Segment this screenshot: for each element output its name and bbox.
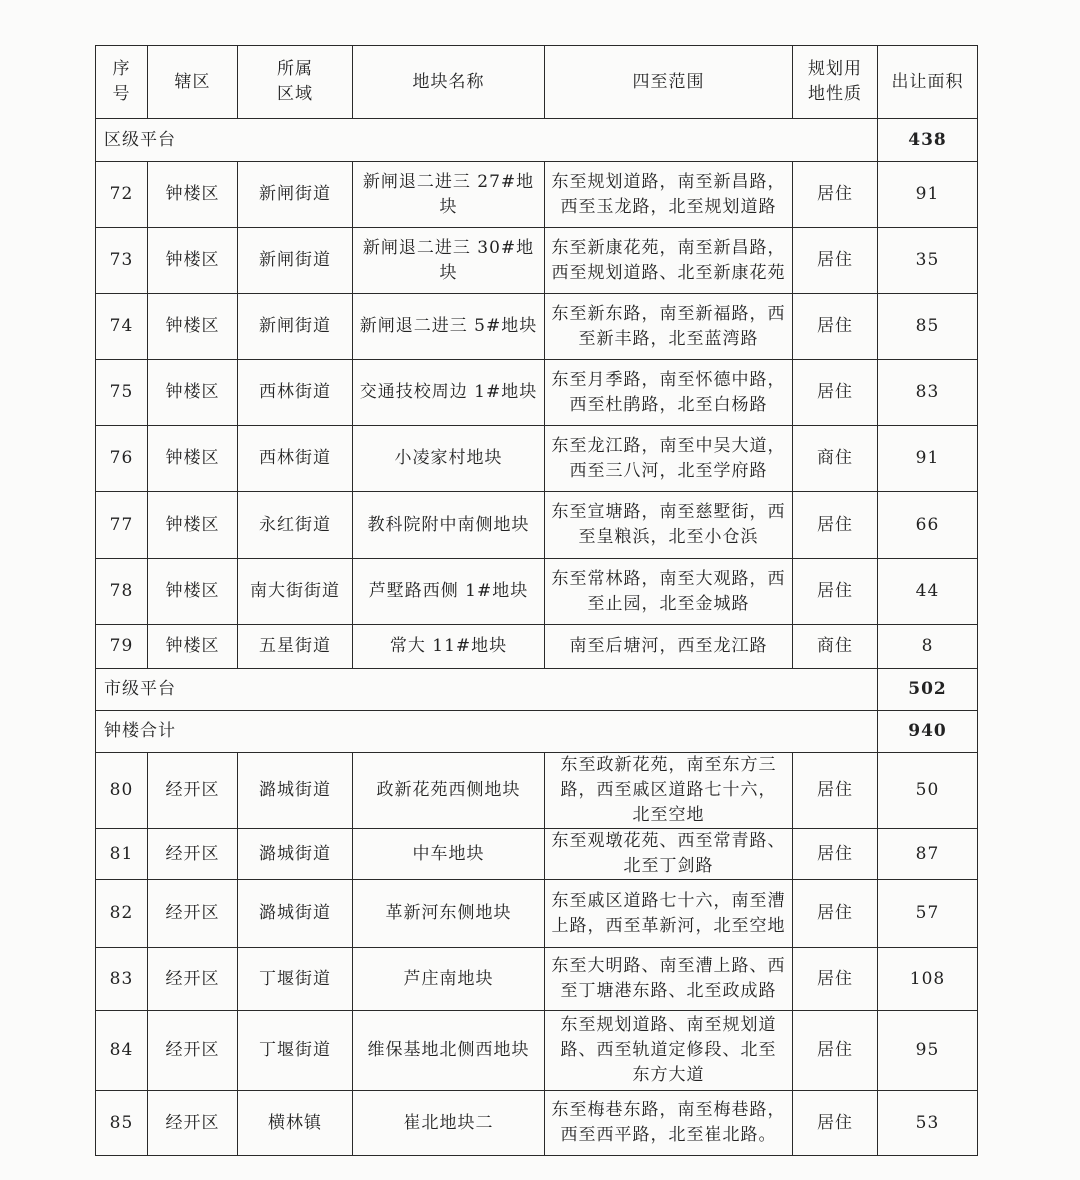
cell-name: 新闸退二进三 5#地块 [353, 294, 545, 360]
cell-use: 居住 [793, 162, 878, 228]
cell-size: 108 [878, 948, 978, 1011]
cell-size: 35 [878, 228, 978, 294]
cell-district: 经开区 [148, 948, 238, 1011]
table-row [96, 1011, 978, 1091]
cell-size: 91 [878, 162, 978, 228]
header-area: 所属 区域 [238, 46, 353, 119]
cell-size: 83 [878, 360, 978, 426]
table-row [96, 492, 978, 559]
cell-district: 经开区 [148, 1011, 238, 1091]
land-parcel-table [95, 45, 978, 1156]
cell-use: 居住 [793, 294, 878, 360]
header-district: 辖区 [148, 46, 238, 119]
cell-use: 居住 [793, 948, 878, 1011]
cell-district: 钟楼区 [148, 360, 238, 426]
cell-area: 西林街道 [238, 426, 353, 492]
cell-area: 新闸街道 [238, 228, 353, 294]
cell-name: 革新河东侧地块 [353, 880, 545, 948]
cell-name: 芦庄南地块 [353, 948, 545, 1011]
table-row [96, 559, 978, 625]
cell-bounds: 东至常林路，南至大观路，西 至止园，北至金城路 [545, 559, 793, 625]
cell-district: 经开区 [148, 880, 238, 948]
header-land-use: 规划用 地性质 [793, 46, 878, 119]
cell-size: 87 [878, 829, 978, 880]
summary-row-city [96, 669, 978, 711]
cell-area: 潞城街道 [238, 880, 353, 948]
cell-name: 维保基地北侧西地块 [353, 1011, 545, 1091]
cell-area: 横林镇 [238, 1091, 353, 1156]
cell-bounds: 东至宣塘路，南至慈墅街，西 至皇粮浜，北至小仓浜 [545, 492, 793, 559]
cell-area: 丁堰街道 [238, 1011, 353, 1091]
cell-size: 57 [878, 880, 978, 948]
cell-seq: 73 [96, 228, 148, 294]
cell-district: 钟楼区 [148, 228, 238, 294]
cell-seq: 84 [96, 1011, 148, 1091]
cell-bounds: 南至后塘河，西至龙江路 [545, 625, 793, 669]
cell-size: 50 [878, 753, 978, 829]
cell-name: 小凌家村地块 [353, 426, 545, 492]
table-row [96, 753, 978, 829]
cell-use: 居住 [793, 360, 878, 426]
cell-size: 91 [878, 426, 978, 492]
summary-value: 502 [878, 669, 978, 711]
cell-bounds: 东至大明路、南至漕上路、西 至丁塘港东路、北至政成路 [545, 948, 793, 1011]
cell-bounds: 东至新东路，南至新福路，西 至新丰路，北至蓝湾路 [545, 294, 793, 360]
cell-bounds: 东至龙江路，南至中吴大道， 西至三八河，北至学府路 [545, 426, 793, 492]
header-area-size: 出让面积 [878, 46, 978, 119]
cell-district: 经开区 [148, 1091, 238, 1156]
cell-name: 教科院附中南侧地块 [353, 492, 545, 559]
cell-bounds: 东至戚区道路七十六，南至漕 上路，西至革新河，北至空地 [545, 880, 793, 948]
cell-use: 居住 [793, 228, 878, 294]
cell-seq: 78 [96, 559, 148, 625]
table-row [96, 829, 978, 880]
cell-seq: 77 [96, 492, 148, 559]
table-row [96, 625, 978, 669]
cell-seq: 81 [96, 829, 148, 880]
cell-use: 居住 [793, 492, 878, 559]
table-row [96, 1091, 978, 1156]
cell-district: 钟楼区 [148, 162, 238, 228]
cell-area: 丁堰街道 [238, 948, 353, 1011]
cell-district: 钟楼区 [148, 625, 238, 669]
summary-label: 区级平台 [96, 119, 878, 162]
cell-use: 居住 [793, 1011, 878, 1091]
cell-seq: 85 [96, 1091, 148, 1156]
cell-area: 潞城街道 [238, 753, 353, 829]
summary-row-total [96, 711, 978, 753]
table-row [96, 294, 978, 360]
summary-value: 940 [878, 711, 978, 753]
cell-bounds: 东至规划道路、南至规划道 路、西至轨道定修段、北至 东方大道 [545, 1011, 793, 1091]
cell-bounds: 东至规划道路，南至新昌路， 西至玉龙路，北至规划道路 [545, 162, 793, 228]
cell-district: 钟楼区 [148, 294, 238, 360]
cell-name: 政新花苑西侧地块 [353, 753, 545, 829]
header-seq: 序 号 [96, 46, 148, 119]
header-boundaries: 四至范围 [545, 46, 793, 119]
cell-area: 永红街道 [238, 492, 353, 559]
cell-name: 交通技校周边 1#地块 [353, 360, 545, 426]
cell-name: 芦墅路西侧 1#地块 [353, 559, 545, 625]
cell-district: 经开区 [148, 753, 238, 829]
summary-row-district [96, 119, 978, 162]
cell-seq: 74 [96, 294, 148, 360]
cell-bounds: 东至梅巷东路，南至梅巷路， 西至西平路，北至崔北路。 [545, 1091, 793, 1156]
cell-area: 新闸街道 [238, 162, 353, 228]
cell-district: 钟楼区 [148, 492, 238, 559]
cell-use: 商住 [793, 625, 878, 669]
cell-seq: 76 [96, 426, 148, 492]
cell-size: 44 [878, 559, 978, 625]
cell-bounds: 东至政新花苑，南至东方三 路，西至戚区道路七十六， 北至空地 [545, 753, 793, 829]
cell-seq: 75 [96, 360, 148, 426]
cell-name: 中车地块 [353, 829, 545, 880]
cell-use: 居住 [793, 880, 878, 948]
cell-seq: 82 [96, 880, 148, 948]
cell-size: 53 [878, 1091, 978, 1156]
cell-seq: 79 [96, 625, 148, 669]
table-row [96, 228, 978, 294]
cell-area: 西林街道 [238, 360, 353, 426]
table-row [96, 360, 978, 426]
cell-size: 95 [878, 1011, 978, 1091]
cell-district: 钟楼区 [148, 559, 238, 625]
header-parcel-name: 地块名称 [353, 46, 545, 119]
cell-size: 85 [878, 294, 978, 360]
summary-value: 438 [878, 119, 978, 162]
cell-use: 居住 [793, 753, 878, 829]
cell-area: 五星街道 [238, 625, 353, 669]
cell-use: 居住 [793, 1091, 878, 1156]
cell-bounds: 东至新康花苑，南至新昌路， 西至规划道路、北至新康花苑 [545, 228, 793, 294]
cell-district: 经开区 [148, 829, 238, 880]
cell-bounds: 东至月季路，南至怀德中路， 西至杜鹃路，北至白杨路 [545, 360, 793, 426]
header-row [96, 46, 978, 119]
cell-area: 南大街街道 [238, 559, 353, 625]
cell-district: 钟楼区 [148, 426, 238, 492]
cell-seq: 80 [96, 753, 148, 829]
summary-label: 钟楼合计 [96, 711, 878, 753]
cell-name: 新闸退二进三 27#地 块 [353, 162, 545, 228]
table-row [96, 948, 978, 1011]
cell-use: 居住 [793, 559, 878, 625]
table-row [96, 880, 978, 948]
cell-use: 商住 [793, 426, 878, 492]
cell-seq: 72 [96, 162, 148, 228]
cell-name: 崔北地块二 [353, 1091, 545, 1156]
summary-label: 市级平台 [96, 669, 878, 711]
table-row [96, 162, 978, 228]
cell-size: 66 [878, 492, 978, 559]
cell-area: 新闸街道 [238, 294, 353, 360]
table-row [96, 426, 978, 492]
cell-size: 8 [878, 625, 978, 669]
cell-use: 居住 [793, 829, 878, 880]
cell-name: 常大 11#地块 [353, 625, 545, 669]
cell-seq: 83 [96, 948, 148, 1011]
cell-bounds: 东至观墩花苑、西至常青路、 北至丁剑路 [545, 829, 793, 880]
cell-name: 新闸退二进三 30#地 块 [353, 228, 545, 294]
cell-area: 潞城街道 [238, 829, 353, 880]
